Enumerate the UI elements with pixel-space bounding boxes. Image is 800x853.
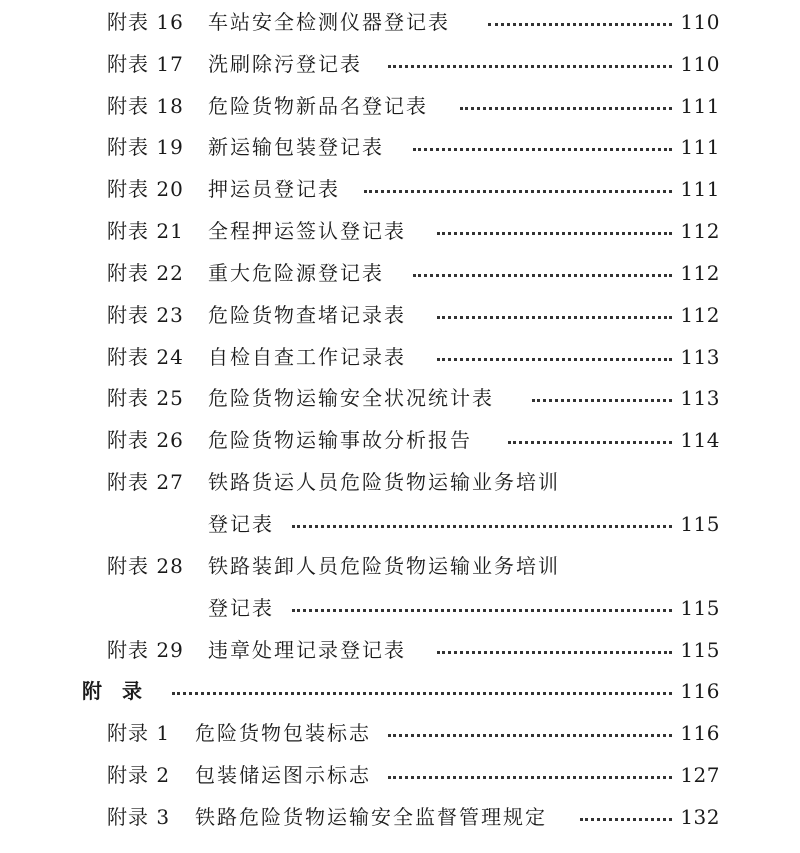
entry-title: 危险货物新品名登记表: [208, 94, 428, 118]
appendix-page-number: 116: [680, 721, 720, 745]
toc-entry[interactable]: [0, 551, 800, 581]
appendix-page-number: 132: [680, 805, 720, 829]
entry-title: 违章处理记录登记表: [208, 638, 406, 662]
entry-label: 附表 22: [107, 261, 184, 285]
dot-leader: [437, 358, 672, 361]
entry-label: 附表 21: [107, 219, 184, 243]
entry-page-number: 111: [680, 177, 720, 201]
entry-title: 重大危险源登记表: [208, 261, 384, 285]
entry-title: 铁路装卸人员危险货物运输业务培训: [208, 554, 560, 578]
entry-page-number: 113: [680, 345, 720, 369]
toc-entry-continuation[interactable]: [0, 593, 800, 623]
toc-entry[interactable]: [0, 174, 800, 204]
section-label: 附录: [82, 679, 162, 703]
appendix-title: 包装储运图示标志: [195, 763, 371, 787]
toc-entry[interactable]: [0, 216, 800, 246]
entry-label: 附表 19: [107, 135, 184, 159]
entry-page-number: 115: [680, 512, 720, 536]
entry-label: 附表 23: [107, 303, 184, 327]
entry-title: 押运员登记表: [208, 177, 340, 201]
dot-leader: [437, 232, 672, 235]
dot-leader: [532, 399, 672, 402]
appendix-page-number: 127: [680, 763, 720, 787]
dot-leader: [437, 316, 672, 319]
entry-page-number: 112: [680, 219, 720, 243]
dot-leader: [292, 525, 672, 528]
toc-entry[interactable]: [0, 383, 800, 413]
appendix-label: 附录 1: [107, 721, 171, 745]
dot-leader: [172, 692, 672, 695]
entry-page-number: 114: [680, 428, 720, 452]
dot-leader: [413, 148, 672, 151]
entry-label: 附表 26: [107, 428, 184, 452]
entry-title: 危险货物查堵记录表: [208, 303, 406, 327]
dot-leader: [437, 651, 672, 654]
toc-entry[interactable]: [0, 635, 800, 665]
toc-section[interactable]: [0, 676, 800, 706]
toc-entry[interactable]: [0, 258, 800, 288]
entry-title: 危险货物运输安全状况统计表: [208, 386, 494, 410]
toc-entry[interactable]: [0, 342, 800, 372]
appendix-label: 附录 3: [107, 805, 171, 829]
appendix-title: 危险货物包装标志: [195, 721, 371, 745]
dot-leader: [508, 441, 672, 444]
entry-label: 附表 27: [107, 470, 184, 494]
dot-leader: [388, 65, 672, 68]
toc-entry-continuation[interactable]: [0, 509, 800, 539]
entry-title-continuation: 登记表: [208, 596, 274, 620]
entry-label: 附表 28: [107, 554, 184, 578]
entry-title: 铁路货运人员危险货物运输业务培训: [208, 470, 560, 494]
entry-title-continuation: 登记表: [208, 512, 274, 536]
toc-entry[interactable]: [0, 91, 800, 121]
entry-label: 附表 29: [107, 638, 184, 662]
entry-page-number: 112: [680, 261, 720, 285]
toc-entry[interactable]: [0, 300, 800, 330]
entry-label: 附表 18: [107, 94, 184, 118]
dot-leader: [580, 818, 672, 821]
entry-label: 附表 25: [107, 386, 184, 410]
dot-leader: [460, 107, 672, 110]
entry-label: 附表 20: [107, 177, 184, 201]
dot-leader: [413, 274, 672, 277]
entry-title: 车站安全检测仪器登记表: [208, 10, 450, 34]
entry-page-number: 111: [680, 94, 720, 118]
entry-page-number: 111: [680, 135, 720, 159]
entry-page-number: 113: [680, 386, 720, 410]
toc-appendix[interactable]: [0, 760, 800, 790]
toc-appendix[interactable]: [0, 802, 800, 832]
toc-entry[interactable]: [0, 132, 800, 162]
section-page-number: 116: [680, 679, 720, 703]
toc-entry[interactable]: [0, 425, 800, 455]
entry-label: 附表 24: [107, 345, 184, 369]
appendix-title: 铁路危险货物运输安全监督管理规定: [195, 805, 547, 829]
entry-page-number: 110: [680, 52, 720, 76]
entry-label: 附表 16: [107, 10, 184, 34]
toc-appendix[interactable]: [0, 718, 800, 748]
dot-leader: [292, 609, 672, 612]
dot-leader: [388, 734, 672, 737]
entry-page-number: 115: [680, 596, 720, 620]
dot-leader: [488, 23, 672, 26]
toc-entry[interactable]: [0, 49, 800, 79]
entry-title: 自检自查工作记录表: [208, 345, 406, 369]
toc-entry[interactable]: [0, 467, 800, 497]
entry-title: 新运输包装登记表: [208, 135, 384, 159]
toc-entry[interactable]: [0, 7, 800, 37]
appendix-label: 附录 2: [107, 763, 171, 787]
entry-page-number: 110: [680, 10, 720, 34]
entry-title: 全程押运签认登记表: [208, 219, 406, 243]
entry-title: 危险货物运输事故分析报告: [208, 428, 472, 452]
dot-leader: [388, 776, 672, 779]
entry-label: 附表 17: [107, 52, 184, 76]
entry-page-number: 115: [680, 638, 720, 662]
entry-page-number: 112: [680, 303, 720, 327]
entry-title: 洗刷除污登记表: [208, 52, 362, 76]
dot-leader: [364, 190, 672, 193]
